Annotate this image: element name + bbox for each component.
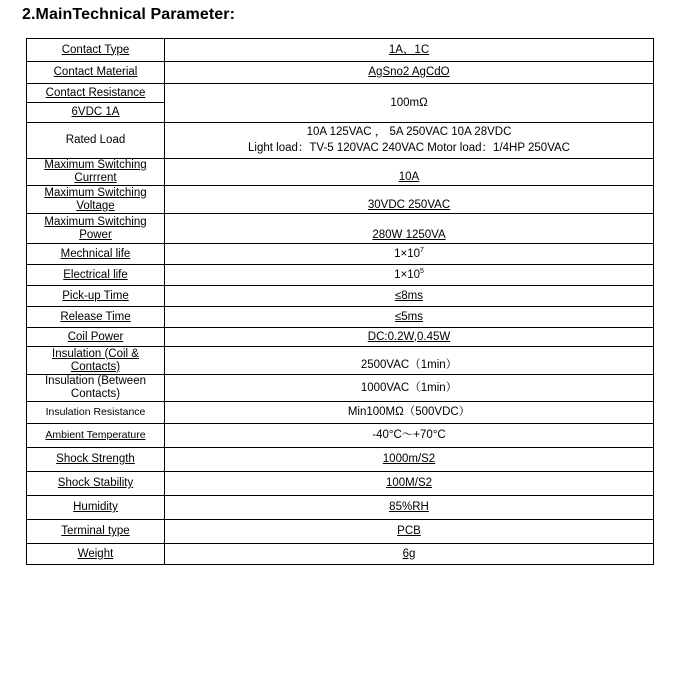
param-label: Release Time xyxy=(27,307,165,328)
param-value: 1A、1C xyxy=(165,39,654,62)
table-row xyxy=(27,286,654,307)
table-row xyxy=(27,347,654,375)
table-row xyxy=(27,496,654,520)
table-row xyxy=(27,520,654,544)
param-label: Weight xyxy=(27,544,165,565)
param-value: ≤8ms xyxy=(165,286,654,307)
table-row xyxy=(27,544,654,565)
param-value: AgSno2 AgCdO xyxy=(165,62,654,84)
param-value: PCB xyxy=(165,520,654,544)
param-label-line2: 6VDC 1A xyxy=(71,106,120,118)
param-label: Electrical life xyxy=(27,265,165,286)
param-label: Maximum Switching Voltage xyxy=(27,186,165,214)
param-value: 10A xyxy=(165,159,654,186)
table-row xyxy=(27,402,654,424)
rated-load-line2: Light load：TV-5 120VAC 240VAC Motor load：1/4HP 250VAC xyxy=(248,142,570,154)
param-label: Shock Stability xyxy=(27,472,165,496)
param-value: 1000m/S2 xyxy=(165,448,654,472)
param-label: Terminal type xyxy=(27,520,165,544)
param-label: Humidity xyxy=(27,496,165,520)
param-label: Contact Material xyxy=(27,62,165,84)
param-value: 2500VAC（1min） xyxy=(165,347,654,375)
param-value xyxy=(165,123,654,159)
table-row xyxy=(27,265,654,286)
technical-parameter-table xyxy=(26,38,654,565)
param-value: $1\times 10^5$ xyxy=(165,265,654,286)
param-label: Rated Load xyxy=(27,123,165,159)
param-value: Min100MΩ（500VDC） xyxy=(165,402,654,424)
param-value: 280W 1250VA xyxy=(165,214,654,244)
param-label-line1: Contact Resistance xyxy=(45,87,146,99)
param-value: 6g xyxy=(165,544,654,565)
param-label: Insulation Resistance xyxy=(27,402,165,424)
table-row xyxy=(27,39,654,62)
param-label: Insulation (Coil & Contacts) xyxy=(27,347,165,375)
table-row xyxy=(27,307,654,328)
exponent: 5 xyxy=(420,267,424,275)
param-label: Coil Power xyxy=(27,328,165,347)
param-label: Ambient Temperature xyxy=(27,424,165,448)
table-row xyxy=(27,84,654,123)
table-row xyxy=(27,214,654,244)
param-label: Contact Type xyxy=(27,39,165,62)
table-row xyxy=(27,244,654,265)
table-row xyxy=(27,375,654,402)
param-value: 85%RH xyxy=(165,496,654,520)
table-row xyxy=(27,123,654,159)
table-row xyxy=(27,472,654,496)
table-row xyxy=(27,186,654,214)
param-value: ≤5ms xyxy=(165,307,654,328)
param-label: Pick-up Time xyxy=(27,286,165,307)
param-label xyxy=(27,84,165,123)
table-row xyxy=(27,62,654,84)
table-row xyxy=(27,424,654,448)
param-value: DC:0.2W,0.45W xyxy=(165,328,654,347)
param-label: Shock Strength xyxy=(27,448,165,472)
param-value: 100mΩ xyxy=(165,84,654,123)
exponent: 7 xyxy=(420,246,424,254)
param-label: Insulation (Between Contacts) xyxy=(27,375,165,402)
param-label: Mechnical life xyxy=(27,244,165,265)
table-row xyxy=(27,159,654,186)
param-value: $1\times 10^7$ xyxy=(165,244,654,265)
table-row xyxy=(27,328,654,347)
rated-load-line1: 10A 125VAC ， 5A 250VAC 10A 28VDC xyxy=(306,126,512,138)
param-label: Maximum Switching Currrent xyxy=(27,159,165,186)
section-heading: 2.MainTechnical Parameter: xyxy=(22,6,236,23)
param-value: 1000VAC（1min） xyxy=(165,375,654,402)
table-row xyxy=(27,448,654,472)
param-value: 100M/S2 xyxy=(165,472,654,496)
param-value: -40°C～+70°C xyxy=(165,424,654,448)
param-value: 30VDC 250VAC xyxy=(165,186,654,214)
param-label: Maximum Switching Power xyxy=(27,214,165,244)
